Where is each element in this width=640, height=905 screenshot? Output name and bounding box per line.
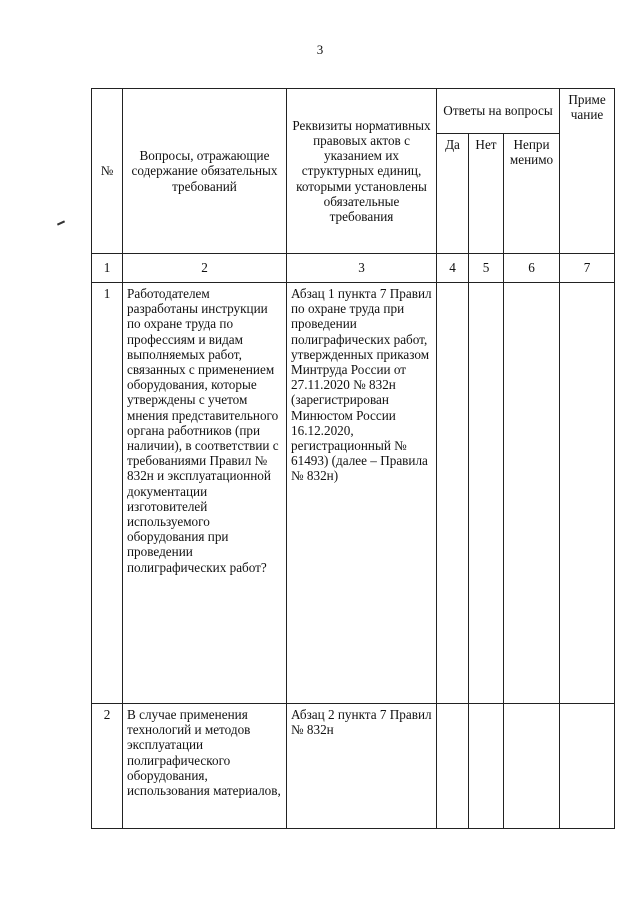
stray-mark bbox=[57, 220, 65, 225]
header-number: № bbox=[92, 89, 123, 254]
column-number-row bbox=[92, 254, 615, 283]
note-cell[interactable] bbox=[560, 704, 615, 829]
row-number: 1 bbox=[92, 283, 123, 704]
row-requisites: Абзац 1 пункта 7 Правил по охране труда при проведении полиграфических работ, утвержденных приказом Минтруда России от 27.11.2020 № 832н (зарегистрирован Минюстом России 16.12.2020, регистрационный № 61493) (далее – Правила № 832н) bbox=[287, 283, 437, 704]
column-number: 6 bbox=[504, 254, 560, 283]
column-number: 1 bbox=[92, 254, 123, 283]
table-row bbox=[92, 283, 615, 704]
row-question: В случае применения технологий и методов эксплуатации полиграфического оборудования, использования материалов, bbox=[123, 704, 287, 829]
header-note: Приме чание bbox=[560, 89, 615, 254]
column-number: 7 bbox=[560, 254, 615, 283]
row-requisites: Абзац 2 пункта 7 Правил № 832н bbox=[287, 704, 437, 829]
answer-not-applicable-cell[interactable] bbox=[504, 283, 560, 704]
checklist-table bbox=[91, 88, 615, 829]
table-row bbox=[92, 704, 615, 829]
header-requisites: Реквизиты нормативных правовых актов с указанием их структурных единиц, которыми установлены обязательные требования bbox=[287, 89, 437, 254]
column-number: 3 bbox=[287, 254, 437, 283]
answer-no-cell[interactable] bbox=[469, 283, 504, 704]
answer-no-cell[interactable] bbox=[469, 704, 504, 829]
header-no: Нет bbox=[469, 134, 504, 254]
header-yes: Да bbox=[437, 134, 469, 254]
column-number: 5 bbox=[469, 254, 504, 283]
answer-yes-cell[interactable] bbox=[437, 283, 469, 704]
page-number: 3 bbox=[316, 42, 324, 57]
note-cell[interactable] bbox=[560, 283, 615, 704]
column-number: 4 bbox=[437, 254, 469, 283]
row-number: 2 bbox=[92, 704, 123, 829]
answer-not-applicable-cell[interactable] bbox=[504, 704, 560, 829]
answer-yes-cell[interactable] bbox=[437, 704, 469, 829]
header-not-applicable: Непри менимо bbox=[504, 134, 560, 254]
row-question: Работодателем разработаны инструкции по охране труда по профессиям и видам выполняемых работ, связанных с применением оборудования, которые утверждены с учетом мнения представительного органа работников (при наличии), в соответствии с требованиями Правил № 832н и эксплуатационной документации изготовителей используемого оборудования при проведении полиграфических работ? bbox=[123, 283, 287, 704]
column-number: 2 bbox=[123, 254, 287, 283]
header-row bbox=[92, 89, 615, 134]
header-answers: Ответы на вопросы bbox=[437, 89, 560, 134]
header-question: Вопросы, отражающие содержание обязательных требований bbox=[123, 89, 287, 254]
